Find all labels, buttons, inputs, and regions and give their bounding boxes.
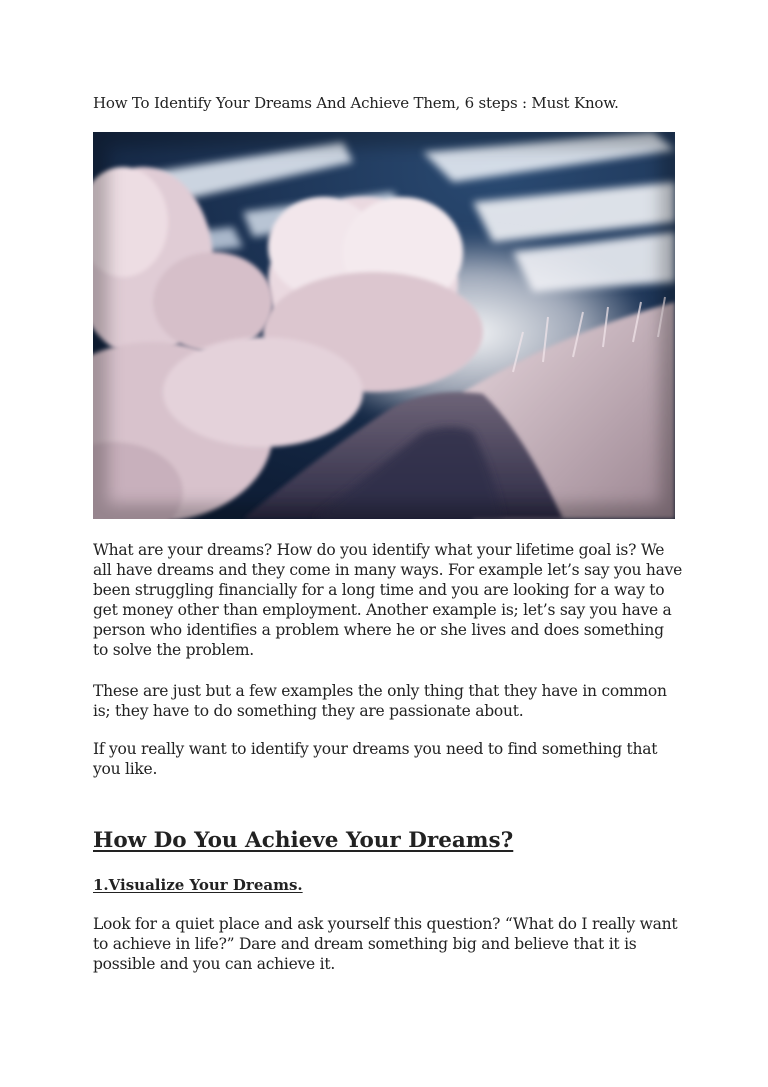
document-title: How To Identify Your Dreams And Achieve Them, 6 steps : Must Know. <box>93 94 619 112</box>
identify-paragraph: If you really want to identify your dreams you need to find something that you like. <box>93 740 658 778</box>
intro-paragraph: What are your dreams? How do you identify what your lifetime goal is? We all have dreams and they come in many ways. For example let’s say you have been struggling financially for a long time and you are looking for a way to get money other than employment. Another example is; let’s say you have a person who identifies a problem where he or she lives and does something to solve the problem. <box>93 541 683 659</box>
step-heading: 1.Visualize Your Dreams. <box>93 876 303 894</box>
infrared-landscape-photo <box>93 132 675 519</box>
section-heading: How Do You Achieve Your Dreams? <box>93 828 514 853</box>
step-paragraph: Look for a quiet place and ask yourself this question? “What do I really want to achieve in life?” Dare and dream something big and believe that it is possible and you can achieve it. <box>93 915 678 973</box>
examples-paragraph: These are just but a few examples the only thing that they have in common is; they have to do something they are passionate about. <box>93 682 667 720</box>
